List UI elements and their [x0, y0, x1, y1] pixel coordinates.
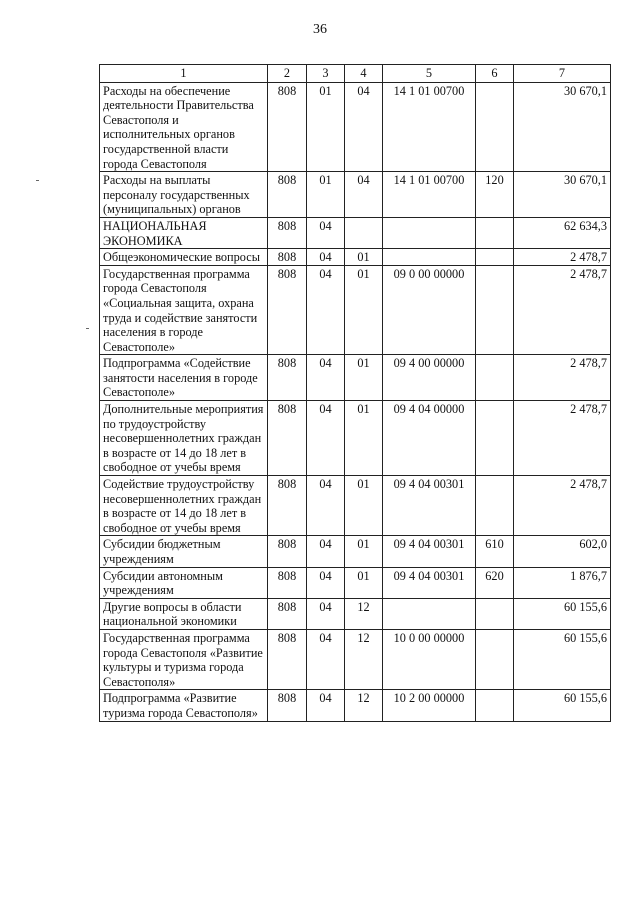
- row-glava: 808: [268, 598, 307, 629]
- row-pr: 01: [345, 476, 383, 536]
- row-sum: 30 670,1: [514, 172, 611, 218]
- row-rz: 04: [307, 536, 345, 567]
- row-vr: 620: [476, 567, 514, 598]
- row-name: НАЦИОНАЛЬНАЯ ЭКОНОМИКА: [100, 217, 268, 248]
- table-row: [100, 172, 611, 218]
- row-rz: 04: [307, 249, 345, 266]
- row-sum: 60 155,6: [514, 690, 611, 721]
- scan-speck: [86, 328, 89, 329]
- row-csr: 09 4 04 00301: [383, 476, 476, 536]
- row-glava: 808: [268, 401, 307, 476]
- row-sum: 60 155,6: [514, 629, 611, 689]
- row-csr: 10 2 00 00000: [383, 690, 476, 721]
- page-number: 36: [313, 22, 327, 37]
- header-cell-rz: 3: [307, 65, 345, 83]
- row-rz: 04: [307, 476, 345, 536]
- row-pr: 04: [345, 172, 383, 218]
- row-name: Государственная программа города Севастополя «Развитие культуры и туризма города Севастополя»: [100, 629, 268, 689]
- row-name: Общеэкономические вопросы: [100, 249, 268, 266]
- row-rz: 04: [307, 598, 345, 629]
- row-name: Расходы на выплаты персоналу государственных (муниципальных) органов: [100, 172, 268, 218]
- table-row: [100, 690, 611, 721]
- row-vr: [476, 476, 514, 536]
- row-pr: 01: [345, 265, 383, 355]
- row-name: Другие вопросы в области национальной экономики: [100, 598, 268, 629]
- row-csr: 10 0 00 00000: [383, 629, 476, 689]
- row-glava: 808: [268, 217, 307, 248]
- row-pr: 04: [345, 82, 383, 172]
- row-sum: 2 478,7: [514, 476, 611, 536]
- budget-table: [99, 64, 611, 722]
- row-name: Подпрограмма «Содействие занятости населения в городе Севастополе»: [100, 355, 268, 401]
- row-csr: 14 1 01 00700: [383, 82, 476, 172]
- row-rz: 04: [307, 217, 345, 248]
- table-row: [100, 476, 611, 536]
- row-csr: [383, 598, 476, 629]
- header-cell-glava: 2: [268, 65, 307, 83]
- row-glava: 808: [268, 629, 307, 689]
- header-cell-vr: 6: [476, 65, 514, 83]
- row-rz: 04: [307, 629, 345, 689]
- row-vr: [476, 82, 514, 172]
- row-vr: [476, 629, 514, 689]
- row-rz: 04: [307, 355, 345, 401]
- row-sum: 30 670,1: [514, 82, 611, 172]
- row-csr: 09 4 04 00000: [383, 401, 476, 476]
- row-csr: 09 4 00 00000: [383, 355, 476, 401]
- row-rz: 04: [307, 401, 345, 476]
- row-sum: 602,0: [514, 536, 611, 567]
- table-row: [100, 265, 611, 355]
- header-cell-csr: 5: [383, 65, 476, 83]
- row-vr: 120: [476, 172, 514, 218]
- row-rz: 01: [307, 172, 345, 218]
- row-glava: 808: [268, 172, 307, 218]
- row-name: Субсидии бюджетным учреждениям: [100, 536, 268, 567]
- row-glava: 808: [268, 536, 307, 567]
- row-pr: 01: [345, 536, 383, 567]
- row-pr: 01: [345, 401, 383, 476]
- row-glava: 808: [268, 567, 307, 598]
- row-sum: 2 478,7: [514, 355, 611, 401]
- row-vr: [476, 401, 514, 476]
- row-name: Государственная программа города Севастополя «Социальная защита, охрана труда и содействие занятости населения в городе Севастополе»: [100, 265, 268, 355]
- row-vr: [476, 690, 514, 721]
- row-csr: [383, 217, 476, 248]
- row-csr: 14 1 01 00700: [383, 172, 476, 218]
- table-row: [100, 249, 611, 266]
- row-csr: [383, 249, 476, 266]
- row-glava: 808: [268, 82, 307, 172]
- row-glava: 808: [268, 249, 307, 266]
- row-vr: [476, 217, 514, 248]
- row-pr: 01: [345, 249, 383, 266]
- row-name: Субсидии автономным учреждениям: [100, 567, 268, 598]
- row-vr: [476, 249, 514, 266]
- row-name: Дополнительные мероприятия по трудоустройству несовершеннолетних граждан в возрасте от 14 до 18 лет в свободное от учебы время: [100, 401, 268, 476]
- header-cell-pr: 4: [345, 65, 383, 83]
- header-row: [100, 65, 611, 83]
- row-sum: 2 478,7: [514, 401, 611, 476]
- row-vr: [476, 265, 514, 355]
- row-glava: 808: [268, 476, 307, 536]
- header-cell-name: 1: [100, 65, 268, 83]
- row-vr: 610: [476, 536, 514, 567]
- row-sum: 62 634,3: [514, 217, 611, 248]
- row-pr: 01: [345, 355, 383, 401]
- row-pr: 12: [345, 629, 383, 689]
- row-csr: 09 0 00 00000: [383, 265, 476, 355]
- table-row: [100, 629, 611, 689]
- row-pr: [345, 217, 383, 248]
- row-csr: 09 4 04 00301: [383, 567, 476, 598]
- row-rz: 04: [307, 690, 345, 721]
- row-name: Расходы на обеспечение деятельности Правительства Севастополя и исполнительных органов государственной власти города Севастополя: [100, 82, 268, 172]
- row-sum: 1 876,7: [514, 567, 611, 598]
- header-cell-sum: 7: [514, 65, 611, 83]
- table-row: [100, 536, 611, 567]
- row-name: Содействие трудоустройству несовершеннолетних граждан в возрасте от 14 до 18 лет в свободное от учебы время: [100, 476, 268, 536]
- table-row: [100, 401, 611, 476]
- table-row: [100, 355, 611, 401]
- row-sum: 60 155,6: [514, 598, 611, 629]
- row-sum: 2 478,7: [514, 249, 611, 266]
- row-csr: 09 4 04 00301: [383, 536, 476, 567]
- table-row: [100, 82, 611, 172]
- scan-speck: [36, 180, 39, 181]
- row-vr: [476, 355, 514, 401]
- row-glava: 808: [268, 265, 307, 355]
- row-rz: 01: [307, 82, 345, 172]
- table-row: [100, 217, 611, 248]
- table-row: [100, 598, 611, 629]
- row-sum: 2 478,7: [514, 265, 611, 355]
- row-glava: 808: [268, 355, 307, 401]
- row-rz: 04: [307, 567, 345, 598]
- table-body: [100, 82, 611, 721]
- row-glava: 808: [268, 690, 307, 721]
- row-pr: 12: [345, 690, 383, 721]
- row-pr: 01: [345, 567, 383, 598]
- row-name: Подпрограмма «Развитие туризма города Севастополя»: [100, 690, 268, 721]
- row-vr: [476, 598, 514, 629]
- table-row: [100, 567, 611, 598]
- row-pr: 12: [345, 598, 383, 629]
- row-rz: 04: [307, 265, 345, 355]
